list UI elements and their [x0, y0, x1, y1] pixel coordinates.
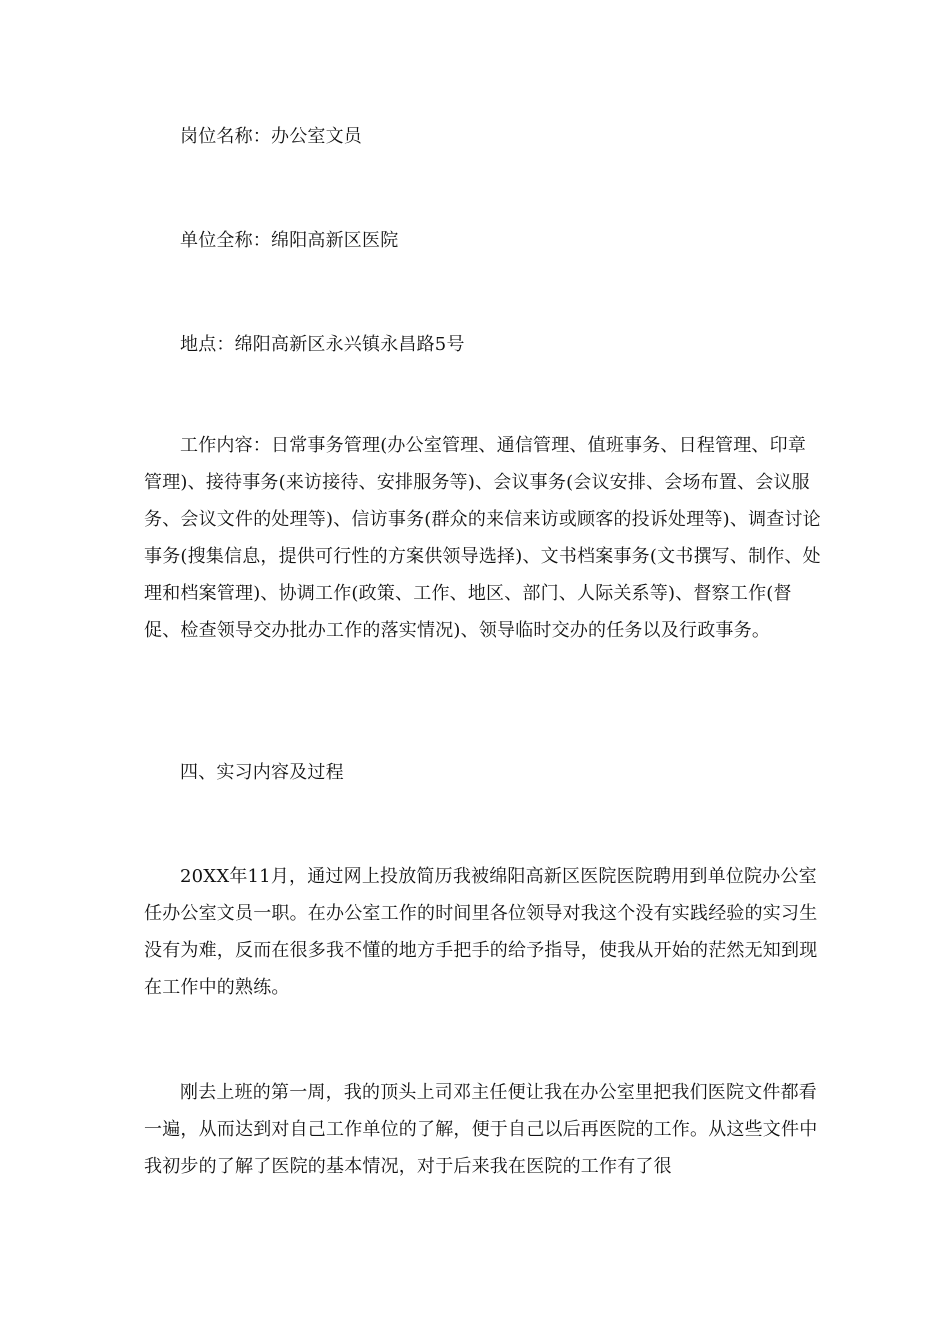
job-title-line: 岗位名称：办公室文员 [180, 126, 362, 147]
body-paragraph-first-week: 刚去上班的第一周，我的顶头上司邓主任便让我在办公室里把我们医院文件都看一遍，从而达到对自己工作单位的了解，便于自己以后再医院的工作。从这些文件中我初步的了解了医院的基本情况，对于后来我在医院的工作有了很 [144, 1082, 818, 1177]
body-paragraph-intro: 20XX年11月，通过网上投放简历我被绵阳高新区医院医院聘用到单位院办公室任办公室文员一职。在办公室工作的时间里各位领导对我这个没有实践经验的实习生没有为难，反而在很多我不懂的地方手把手的给予指导，使我从开始的茫然无知到现在工作中的熟练。 [144, 866, 818, 998]
job-content-paragraph: 工作内容：日常事务管理(办公室管理、通信管理、值班事务、日程管理、印章管理)、接待事务(来访接待、安排服务等)、会议事务(会议安排、会场布置、会议服务、会议文件的处理等)、信访事务(群众的来信来访或顾客的投诉处理等)、调查讨论事务(搜集信息，提供可行性的方案供领导选择)、文书档案事务(文书撰写、制作、处理和档案管理)、协调工作(政策、工作、地区、部门、人际关系等)、督察工作(督促、检查领导交办批办工作的落实情况)、领导临时交办的任务以及行政事务。 [144, 435, 821, 641]
employer-name-line: 单位全称：绵阳高新区医院 [180, 230, 399, 251]
section-heading: 四、实习内容及过程 [180, 762, 344, 783]
location-line: 地点：绵阳高新区永兴镇永昌路5号 [180, 334, 465, 355]
